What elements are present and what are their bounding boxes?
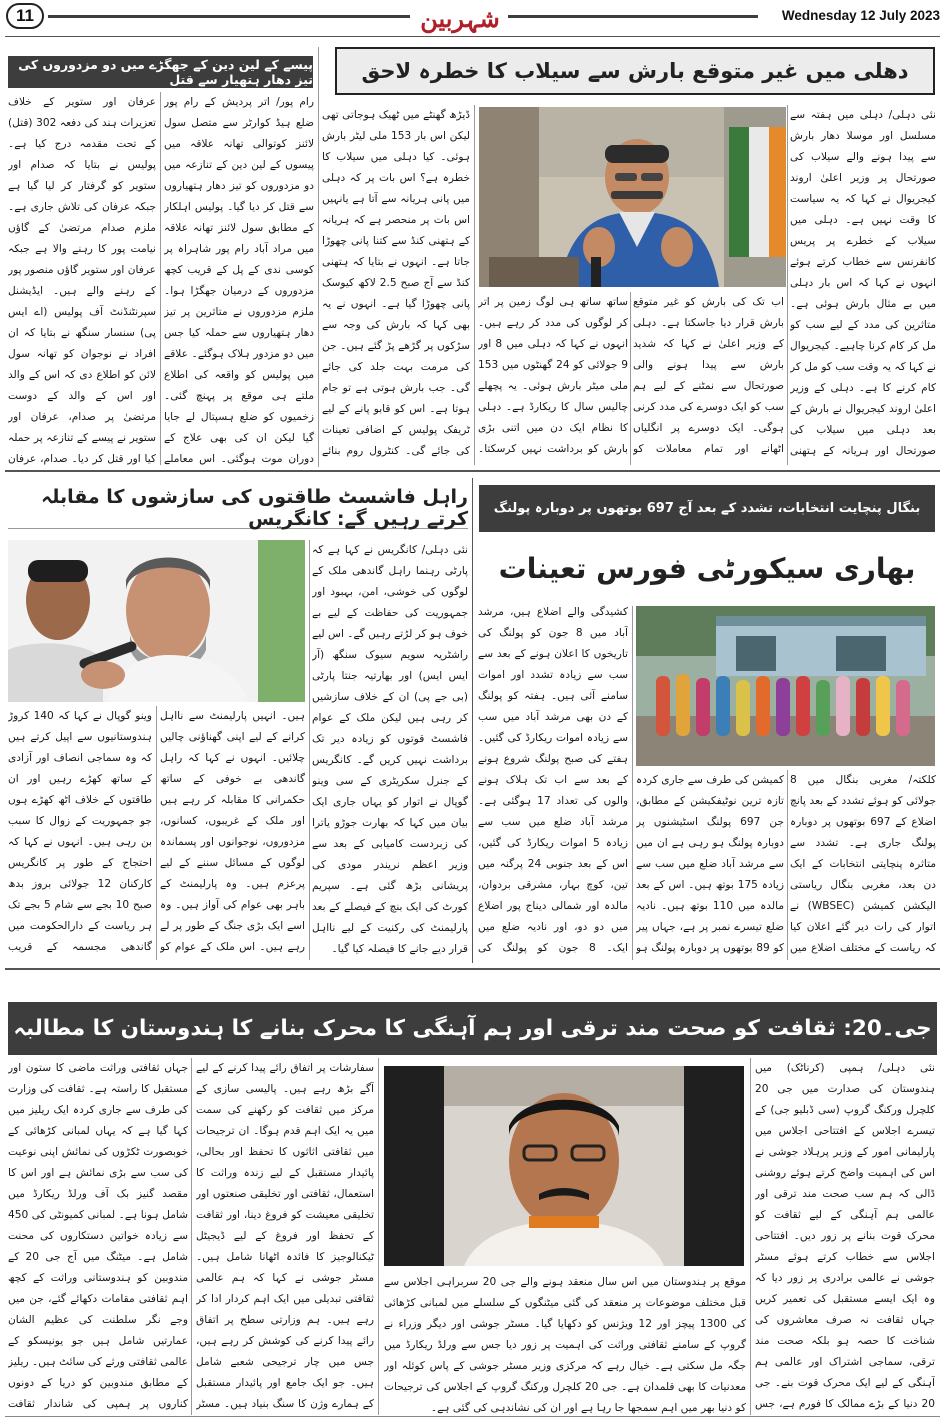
rahul-col-1-text: نئی دہلی/ کانگریس نے کہا ہے کہ پارٹی رہنما راہل گاندھی ملک کے لوگوں کی خوشی، امن، بہبود اور جمہوریت کی حفاظت کے لیے بے خوف ہو کر لڑتے رہیں گے۔ اس لیے راشٹریہ سویم سیوک سنگھ (آر ایس ایس) اور بھارتیہ جنتا پارٹی (بی جے پی) ان کے خلاف سازشیں کر رہی ہیں لیکن ملک کے عوام فاشسٹ قوتوں کو زیادہ دیر تک برداشت نہیں کریں گے۔ کانگریس کے جنرل سکریٹری کے سی وینو گوپال نے اتوار کو یہاں جاری ایک بیان میں کہا کہ بھارت جوڑو یاترا کی زبردست کامیابی کے بعد سے وزیر اعظم نریندر مودی کی پریشانی بڑھ گئی ہے۔ سپریم کورٹ کی ایک بنچ کے فیصلے کے بعد پارلیمنٹ کی رکنیت کے لیے نااہل قرار دیے جانے کا فیصلہ کیا گیا۔ xyxy=(312,544,468,955)
masthead xyxy=(0,0,945,38)
logo-text: شہربین xyxy=(420,3,500,33)
g20-rule-1 xyxy=(750,1058,751,1415)
g20-col-1-text: نئی دہلی/ ہمپی (کرناٹک) میں ہندوستان کی صدارت میں جی 20 کلچرل ورکنگ گروپ (سی ڈبلیو جی) کے تیسرے اجلاس کے افتتاحی اجلاس میں پارلیمانی امور کے وزیر پرہلاد جوشی نے اس کی اہمیت واضح کرتے ہوئے روشنی ڈالی کہ ہم سب صحت مند ترقی اور عالمی ہم آہنگی کے لیے ثقافت کو محرک قوت بنانے پر زور دیں۔ افتتاحی اجلاس سے خطاب کرتے ہوئے مسٹر جوشی نے عالمی برادری پر زور دیا کہ وہ ایک ایسے مستقبل کی تعمیر کریں جہاں ثقافت نہ صرف معاشروں کی شناخت کا حصہ ہو بلکہ صحت مند ترقی، سماجی اشتراک اور عالمی ہم آہنگی کے لیے ایک محرک قوت بنے۔ جی 20 دنیا کے بڑے ممالک کا فورم ہے، جس xyxy=(755,1062,935,1410)
headline-g20-culture xyxy=(8,1002,937,1055)
bengal-col-3-text: کشیدگی والے اضلاع ہیں، مرشد آباد میں 8 جون کو پولنگ کی تاریخوں کا اعلان ہونے کے بعد سے سب سے زیادہ تشدد اور اموات سامنے آئی ہیں۔ ہفتہ کو پولنگ کے دن بھی مرشد آباد میں سب سے زیادہ اموات ریکارڈ کی گئیں۔ ہفتے کی صبح پولنگ شروع ہونے کے بعد سے اب تک ہلاک ہونے والوں کی تعداد 17 ہوگئی ہے۔ مرشد آباد ضلع میں سب سے زیادہ 5 اموات ریکارڈ کی گئیں، اس کے بعد جنوبی 24 پرگنہ میں تین، کوچ بہار، مشرقی بردوان، مالدہ اور شمالی دیناج پور اضلاع میں دو دو، اور نادیہ ضلع میں ایک۔ 8 جون کو پولنگ کی xyxy=(478,606,628,954)
bengal-col-2 xyxy=(636,770,784,960)
g20-col-3 xyxy=(8,1058,188,1415)
top-section-rule xyxy=(5,470,940,472)
headline-security-force xyxy=(479,540,935,596)
masthead-rule-right xyxy=(508,15,758,18)
page-number: 11 xyxy=(16,6,34,25)
headline-security-force-text: بھاری سیکورٹی فورس تعینات xyxy=(498,551,916,585)
strap-bengal-repoll xyxy=(479,485,935,532)
page-border-bottom xyxy=(5,1416,940,1417)
bengal-rule-2 xyxy=(632,606,633,960)
delhi-col-4-text: ڈیڑھ گھنٹے میں ٹھیک ہوجاتی تھی لیکن اس بار 153 ملی لیٹر بارش ہوئی۔ کیا دہلی میں سیلاب کا خطرہ ہے؟ اس بات پر کہ دہلی میں پانی ہریانہ سے آتا ہے یانہیں اس بات پر منحصر ہے کہ ہریانہ کے ہتھنی کنڈ سے کتنا پانی چھوڑا جاتا ہے۔ انہوں نے بتایا کہ ہتھنی کنڈ سے آج صبح 2.5 لاکھ کیوسک پانی چھوڑا گیا ہے۔ انہوں نے یہ بھی کہا کہ بارش کی وجہ سے سڑکوں پر گڑھے پڑ گئے ہیں۔ جن کی مرمت بہت جلد کی جائے گی۔ جب بارش ہوتی ہے تو جام ہوتا ہے۔ اس کو قابو پانے کے لیے ٹریفک پولیس کے اضافی تعینات کی جائے گی۔ کنٹرول روم بنائے xyxy=(322,109,470,457)
headline-delhi-flood-text: دھلی میں غیر متوقع بارش سے سیلاب کا خطرہ لاحق xyxy=(361,59,909,83)
headline-rampur-murder-text: پیسے کے لین دین کے جھگڑے میں دو مزدوروں کی تیز دھار ہتھیار سے قتل xyxy=(18,57,313,87)
delhi-col-4 xyxy=(322,105,470,465)
headline-g20-culture-text: جی۔20: ثقافت کو صحت مند ترقی اور ہم آہنگی کا محرک بنانے کا ہندوستان کا مطالبہ xyxy=(13,1016,932,1041)
clash-col-2-text: عرفان اور ستویر کے خلاف تعزیرات ہند کی دفعہ 302 (قتل) کے تحت مقدمہ درج کیا ہے۔ پولیس نے بتایا کہ صدام اور ستویر کو گرفتار کر لیا گیا ہے جبکہ عرفان کی تلاش جاری ہے۔ ملزم صدام مرتضیٰ کے گاؤں نیامت پور کا رہنے والا ہے جبکہ عرفان اور ستویر گاؤں منصور پور کے رہنے والے ہیں۔ ایڈیشنل سپرنٹنڈنٹ آف پولیس (اے ایس پی) سنسار سنگھ نے بتایا کہ ان افراد نے نوجوان کو تھانہ سول لائن کو اطلاع دی کہ اس کے والد اور اس کے والد کے دوست مرتضیٰ پر صدام، عرفان اور ستویر نے پیسے کے تنازعہ پر حملہ کیا اور قتل کر دیا۔ صدام، عرفان xyxy=(8,96,156,465)
headline-delhi-flood xyxy=(335,47,935,95)
bengal-col-2-text: کمیشن کی طرف سے جاری کردہ تازہ ترین نوٹیفکیشن کے مطابق، جن 697 پولنگ اسٹیشنوں پر دوبارہ پولنگ ہو رہی ہے ان میں سے مرشد آباد ضلع میں سب سے زیادہ 175 بوتھ ہیں۔ اس کے بعد مالدہ میں 110 بوتھ ہیں۔ نادیہ ضلع تیسرے نمبر پر ہے، جہاں پیر کو 89 بوتھوں پر دوبارہ پولنگ ہو xyxy=(636,774,784,954)
g20-under-photo-text: موقع پر ہندوستان میں اس سال منعقد ہونے والے جی 20 سربراہی اجلاس سے قبل مختلف موضوعات پر منعقد کی گئی میٹنگوں کے سلسلے میں لمبانی کڑھائی کی 1300 پیچز اور 12 ویژنس کو دکھایا گیا۔ مسٹر جوشی اور دیگر وزراء نے گروپ کے سامنے ثقافتی وراثت کی اہمیت پر زور دیا جس سے ورلڈ ریکارڈ میں جگہ مل سکتی ہے۔ خیال رہے کہ مرکزی وزیر مسٹر جوشی کے پاس کوئلہ اور معدنیات کا بھی قلمدان ہے۔ جی 20 کلچرل ورکنگ گروپ کے اجلاس کی ترجیحات کو دنیا بھر میں اہم سمجھا جا رہا ہے اور ان کی نشاندہی کی گئی ہے۔ xyxy=(384,1276,746,1414)
photo-polling-queue-image xyxy=(636,606,935,766)
masthead-date: Wednesday 12 July 2023 xyxy=(781,8,940,23)
delhi-rule-3 xyxy=(474,105,475,465)
masthead-logo xyxy=(415,0,505,36)
delhi-col-1-text: نئی دہلی/ دہلی میں ہفتہ سے مسلسل اور موسلا دھار بارش سے پیدا ہونے والے سیلاب کی صورتحال پر وزیر اعلیٰ اروند کیجریوال نے کہا کہ یہ سیاست کا وقت نہیں ہے۔ دہلی میں سیلاب کے خطرے پر پریس کانفرنس سے خطاب کرتے ہوئے انہوں نے کہا کہ اس بار دہلی میں بے مثال بارش ہوئی ہے۔ متاثرین کی مدد کے لیے سب کو مل کر کام کرنا چاہیے۔ کیجریوال نے کہا کہ یہ وقت سب کو مل کر کام کرنے کا ہے۔ دہلی کے وزیر اعلیٰ اروند کیجریوال نے بارش کے بعد دہلی میں سیلاب کی صورتحال اور ہریانہ کے ہتھنی xyxy=(790,109,936,457)
rahul-col-2 xyxy=(160,706,305,960)
g20-divider xyxy=(5,968,940,970)
rahul-rule-2 xyxy=(156,706,157,960)
masthead-rule-left xyxy=(48,15,410,18)
headline-rampur-murder xyxy=(8,56,313,88)
g20-under-photo xyxy=(384,1272,746,1415)
delhi-col-3 xyxy=(478,292,628,465)
delhi-col-2-text: اب تک کی بارش کو غیر متوقع بارش قرار دیا جاسکتا ہے۔ دہلی کے وزیر اعلیٰ نے کہا کہ شدید بارش سے پیدا ہونے والی صورتحال سے نمٹنے کے لیے ہم سب کو ایک دوسرے کی مدد کرنی ہوگی۔ ایک دوسرے پر انگلیاں اٹھانے اور تمام معاملات کو xyxy=(633,296,784,455)
clash-col-2 xyxy=(8,92,156,465)
clash-col-1-text: رام پور/ اتر پردیش کے رام پور ضلع ہیڈ کوارٹر سے متصل سول لائنز کوتوالی تھانہ علاقہ میں پیسوں کے لین دین کے تنازعہ میں دو مزدوروں کو تیز دھار ہتھیاروں سے قتل کر دیا گیا۔ پولیس اہلکار کے مطابق سول لائنز تھانہ علاقہ میں مراد آباد رام پور شاہراہ پر کوسی ندی کے پل کے قریب کچھ مزدوروں کے درمیان جھگڑا ہوا۔ ملزم مزدوروں نے متاثرین پر تیز دھار ہتھیاروں سے حملہ کیا جس میں دو مزدور ہلاک ہوگئے۔ علاقے میں پولیس کو واقعہ کی اطلاع ملتے ہی موقع پر پہنچ گئی۔ زخمیوں کو ضلع ہسپتال لے جایا گیا لیکن ان کی بھی علاج کے دوران موت ہوگئی۔ اس معاملے xyxy=(164,96,314,465)
g20-rule-2 xyxy=(378,1058,379,1415)
rahul-col-2-text: ہیں۔ انہیں پارلیمنٹ سے نااہل کرانے کے لیے اپنی گھناؤنی چالیں چلائیں۔ انہوں نے کہا کہ راہل گاندھی بے خوفی کے ساتھ حکمرانی کا مقابلہ کر رہے ہیں اور ملک کے غریبوں، کسانوں، مزدوروں، نوجوانوں اور پسماندہ لوگوں کے مسائل سننے کے لیے پرعزم ہیں۔ وہ پارلیمنٹ کے باہر بھی عوام کی آواز ہیں۔ وہ اسے ایک بڑی جنگ کے طور پر لے رہے ہیں۔ اس ملک کے عوام کو xyxy=(160,710,305,953)
photo-pralhad-joshi xyxy=(384,1066,744,1266)
delhi-col-1 xyxy=(790,105,936,465)
g20-col-2 xyxy=(196,1058,374,1415)
delhi-rule-1 xyxy=(787,105,788,465)
g20-col-2-text: سفارشات پر اتفاق رائے پیدا کرنے کے لیے آگے بڑھ رہے ہیں۔ پالیسی سازی کے مرکز میں ثقافت کو رکھنے کی سمت میں یہ ایک اہم قدم ہوگا۔ ان ترجیحات میں ثقافتی اثاثوں کا تحفظ اور بحالی، پائیدار مستقبل کے لیے زندہ وراثت کا استعمال، ثقافتی اور تخلیقی صنعتوں اور تخلیقی معیشت کو فروغ دینا، اور ثقافت کے تحفظ اور فروغ کے لیے ڈیجیٹل ٹیکنالوجیز کا فائدہ اٹھانا شامل ہیں۔ مسٹر جوشی نے کہا کہ ہم عالمی ثقافتی تبدیلی میں ایک اہم کردار ادا کر رہے ہیں۔ ہم وزارتی سطح پر اتفاق رائے پیدا کرنے کی کوشش کر رہے ہیں، جس میں چار ترجیحی شعبے شامل ہیں۔ جو ایک جامع اور پائیدار مستقبل کے ہمارے وژن کا سنگ بنیاد ہیں۔ مسٹر xyxy=(196,1062,374,1410)
delhi-rule-4 xyxy=(318,47,319,467)
headline-rahul-congress-text: راہل فاشسٹ طاقتوں کی سازشوں کا مقابلہ کرتے رہیں گے: کانگریس xyxy=(41,485,468,530)
photo-polling-queue xyxy=(636,606,935,766)
g20-col-3-text: جہاں ثقافتی وراثت ماضی کا ستون اور مستقبل کا راستہ ہے۔ ثقافت کی وزارت کی طرف سے جاری کردہ ایک ریلیز میں کہا گیا ہے کہ یہاں لمبانی کڑھائی کے خوبصورت ٹکڑوں کی نمائش اپنی نوعیت کی سب سے بڑی نمائش ہے اور اس کا مقصد گنیز بک آف ورلڈ ریکارڈ میں شامل ہونا ہے۔ لمبانی کمیونٹی کی 450 سے زیادہ خواتین دستکاروں کی محنت شامل ہے۔ میٹنگ میں آج جی 20 کے مندوبین کو ہندوستانی وراثت کے کچھ اہم ثقافتی مقامات دکھائے گئے، جن میں وجے نگر سلطنت کی عظیم الشان عمارتیں شامل ہیں جو یونیسکو کے عالمی ثقافتی ورثے کی سائٹ ہیں۔ ریلیز کے مطابق مندوبین کو دریا کے دونوں کناروں پر ہمپی کی شاندار ثقافت xyxy=(8,1062,188,1410)
g20-col-1 xyxy=(755,1058,935,1415)
headline-rahul-congress xyxy=(8,487,468,529)
bengal-rule-1 xyxy=(787,770,788,960)
delhi-col-2 xyxy=(633,292,784,465)
strap-bengal-repoll-text: بنگال پنچایت انتخابات، تشدد کے بعد آج 697 بوتھوں پر دوبارہ پولنگ xyxy=(493,501,921,516)
photo-kejriwal xyxy=(479,107,786,287)
rahul-col-1 xyxy=(312,540,468,960)
photo-pralhad-joshi-image xyxy=(384,1066,744,1266)
bengal-col-1-text: کلکتہ/ مغربی بنگال میں 8 جولائی کو ہوئے تشدد کے بعد پانچ اضلاع کے 697 بوتھوں پر دوبارہ پولنگ جاری ہے۔ تشدد سے متاثرہ پنچایتی انتخابات کے ایک دن بعد، مغربی بنگال ریاستی الیکشن کمیشن (WBSEC) نے اتوار کی رات دیر گئے اعلان کیا کہ ریاست کے مختلف اضلاع میں xyxy=(790,774,936,954)
rahul-col-3-text: وینو گوپال نے کہا کہ 140 کروڑ ہندوستانیوں سے اپیل کرتے ہیں کہ وہ سماجی انصاف اور آزادی کے ساتھ کھڑے رہیں اور ان طاقتوں کے خلاف اٹھ کھڑے ہوں جو جمہوریت کے زوال کا سبب بن رہی ہیں۔ انہوں نے کہا کہ احتجاج کے طور پر کانگریس کارکنان 12 جولائی بروز بدھ صبح 10 بجے سے شام 5 بجے تک ہر ریاست کے دارالحکومت میں گاندھی مجسمہ کے قریب xyxy=(8,710,152,953)
masthead-underline xyxy=(5,36,940,37)
page-number-badge xyxy=(6,3,44,29)
rahul-rule-1 xyxy=(309,540,310,960)
photo-rahul-gandhi xyxy=(8,540,305,702)
delhi-col-3-text: ساتھ ساتھ ہی لوگ زمین پر اتر کر لوگوں کی مدد کر رہے ہیں۔ انہوں نے کہا کہ دہلی میں 8 اور 9 جولائی کو 24 گھنٹوں میں 153 ملی میٹر بارش ہوئی۔ یہ پچھلے چالیس سال کا ریکارڈ ہے۔ دہلی کا نظام ایک دن میں اتنی بڑی بارش کو برداشت نہیں کرسکتا۔ xyxy=(478,296,628,455)
photo-rahul-gandhi-image xyxy=(8,540,305,702)
delhi-rule-2 xyxy=(630,292,631,465)
bengal-col-3 xyxy=(478,602,628,960)
clash-col-1 xyxy=(164,92,314,465)
clash-rule xyxy=(160,92,161,465)
g20-rule-3 xyxy=(191,1058,192,1415)
middle-divider xyxy=(472,478,473,963)
bengal-col-1 xyxy=(790,770,936,960)
rahul-col-3 xyxy=(8,706,152,960)
photo-kejriwal-image xyxy=(479,107,786,287)
